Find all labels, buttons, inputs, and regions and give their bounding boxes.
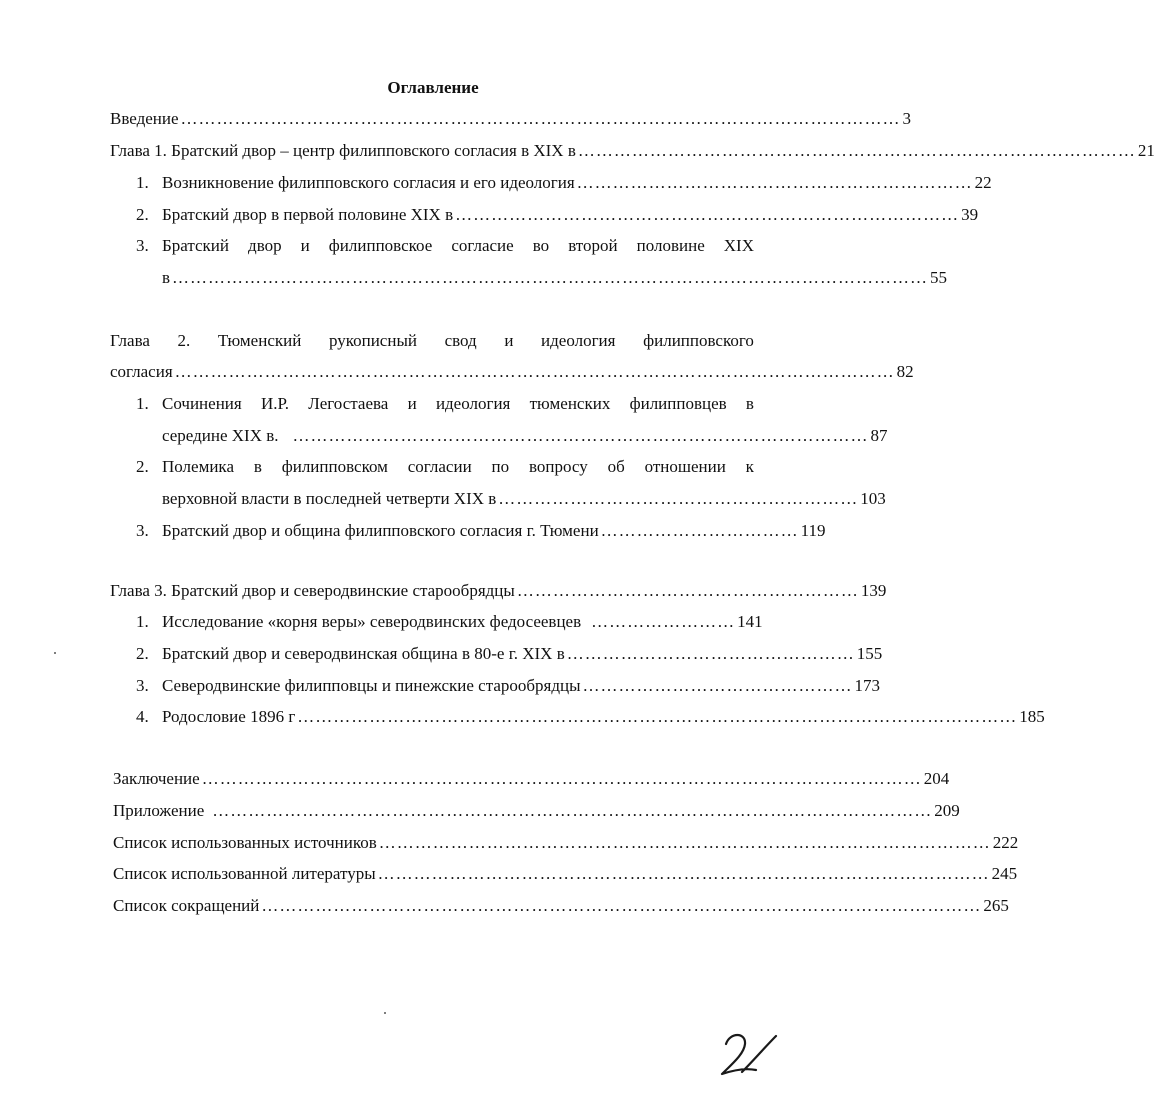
word: Тюменский [217,331,302,350]
item-number: 4. [136,707,149,726]
toc-entry-page: 155 [856,644,883,663]
item-number: 1. [136,612,149,631]
toc-entry-label: в [162,268,171,287]
item-number: 3. [136,236,149,255]
word: отношении [644,457,726,476]
toc-entry-intro [110,108,912,130]
toc-entry-page: 21 [1137,141,1155,160]
word: XIX [723,236,754,255]
toc-entry-label: Родословие 1896 г [162,707,296,726]
toc-entry-page: 3 [902,109,912,128]
leader-dots: ………………………………………………………………………………………………………… [174,362,895,381]
toc-entry-3-4 [136,706,1045,728]
leader-dots: ………………………………………………………………………………………………………… [201,769,922,788]
toc-entry-page: 139 [860,581,887,600]
word: вопросу [528,457,588,476]
toc-entry-label: Список сокращений [113,896,260,915]
word: по [491,457,510,476]
word: и [300,236,310,255]
toc-entry-1-3-line2 [162,267,948,289]
word: половине [636,236,705,255]
word: к [745,457,754,476]
leader-dots: ………………………………………………………… [576,173,973,192]
word: согласие [451,236,514,255]
item-number: 2. [136,457,149,476]
toc-entry-1-2 [136,204,979,226]
toc-entry-literature [113,863,1018,885]
toc-entry-1-1 [136,172,992,194]
toc-entry-page: 82 [896,362,914,381]
item-number: 2. [136,205,149,224]
toc-entry-1-3-line1 [162,235,754,257]
toc-entry-chapter-2-line1 [110,330,754,352]
leader-dots: ……………………………………………………………………………………………………………… [172,268,929,287]
word: филипповцев [629,394,727,413]
word: филипповском [281,457,388,476]
toc-entry-2-1-line1 [162,393,754,415]
word: двор [248,236,282,255]
toc-entry-label: Исследование «корня веры» северодвинских федосеевцев [162,612,582,631]
word: рукописный [328,331,417,350]
word: второй [568,236,618,255]
leader-dots: ………………………………………………………………………………………………………… [180,109,901,128]
toc-entry-label: Список использованных источников [113,833,377,852]
item-number: 2. [136,644,149,663]
toc-entry-page: 141 [737,612,763,631]
toc-entry-page: 87 [870,426,888,445]
toc-entry-2-2-line2 [162,488,886,510]
toc-entry-page: 204 [923,769,950,788]
scan-speck [384,1012,386,1014]
toc-entry-page: 245 [991,864,1018,883]
toc-entry-chapter-2-line2 [110,361,914,383]
toc-entry-2-1-line2 [162,425,888,447]
toc-entry-page: 22 [974,173,992,192]
toc-entry-label: Возникновение филипповского согласия и его идеология [162,173,575,192]
word: и [407,394,417,413]
leader-dots: ……………………………………… [582,676,853,695]
leader-dots: ………………………………………… [566,644,855,663]
leader-dots: …………………………………………………… [498,489,859,508]
toc-entry-label: Заключение [113,769,200,788]
toc-entry-3-1 [136,611,763,633]
toc-entry-appendix [113,800,960,822]
toc-entry-label: согласия [110,362,173,381]
leader-dots: ………………………………………………………………………………………………………… [297,707,1018,726]
word: идеология [541,331,616,350]
item-number: 3. [136,521,149,540]
toc-entry-page: 222 [992,833,1019,852]
leader-dots: ………………………………………………… [516,581,859,600]
word: 2. [177,331,191,350]
toc-entry-label: Братский двор и община филипповского согласия г. Тюмени [162,521,599,540]
toc-entry-label: Список использованной литературы [113,864,376,883]
word: в [745,394,754,413]
toc-entry-label: Братский двор и северодвинская община в 80-е г. XIX в [162,644,565,663]
toc-entry-page: 209 [934,801,960,820]
item-number: 1. [136,173,149,192]
word: идеология [435,394,511,413]
word: тюменских [529,394,611,413]
leader-dots: ………………………………………………………………………………… [577,141,1136,160]
toc-entry-label: Глава 3. Братский двор и северодвинские старообрядцы [110,581,515,600]
toc-entry-3-2 [136,643,883,665]
item-number: 3. [136,676,149,695]
word: филипповское [328,236,433,255]
toc-entry-page: 103 [860,489,886,508]
leader-dots: ………………………………………………………………………………………… [377,864,990,883]
toc-entry-page: 173 [854,676,881,695]
toc-entry-2-3 [136,520,826,542]
leader-dots: ………………………………………………………………………………………………………… [212,801,933,820]
toc-entry-page: 185 [1019,707,1045,726]
word: Легостаева [308,394,389,413]
word: в [253,457,262,476]
word: И.Р. [260,394,290,413]
toc-entry-label: Братский двор в первой половине XIX в [162,205,454,224]
toc-entry-3-3 [136,675,881,697]
leader-dots: …………………………… [600,521,799,540]
word: Братский [162,236,230,255]
leader-dots: …………………………………………………………………………………… [292,426,869,445]
toc-entry-abbreviations [113,895,1009,917]
item-number: 1. [136,394,149,413]
word: об [607,457,625,476]
word: свод [444,331,477,350]
toc-entry-chapter-1 [110,140,1155,162]
word: Полемика [162,457,234,476]
toc-entry-label: середине XIX в. [162,426,279,445]
leader-dots: …………………… [591,612,736,631]
scan-speck [54,652,56,654]
handwritten-page-number [712,1024,782,1084]
word: во [532,236,550,255]
toc-title: Оглавление [387,78,479,97]
toc-entry-chapter-3 [110,580,887,602]
toc-entry-label: Введение [110,109,179,128]
toc-entry-conclusion [113,768,950,790]
toc-entry-label: Глава 1. Братский двор – центр филипповского согласия в XIX в [110,141,576,160]
toc-entry-sources [113,832,1019,854]
toc-entry-page: 55 [930,268,948,287]
word: согласии [407,457,472,476]
toc-entry-page: 119 [800,521,826,540]
toc-entry-2-2-line1 [162,456,754,478]
toc-entry-label: Приложение [113,801,205,820]
toc-entry-label: верховной власти в последней четверти XIX в [162,489,497,508]
word: филипповского [643,331,754,350]
toc-entry-page: 265 [983,896,1009,915]
word: Сочинения [162,394,242,413]
leader-dots: ………………………………………………………………………… [455,205,960,224]
leader-dots: ………………………………………………………………………………………………………… [261,896,982,915]
toc-entry-page: 39 [961,205,979,224]
word: Глава [110,331,150,350]
word: и [504,331,514,350]
leader-dots: ………………………………………………………………………………………… [378,833,991,852]
toc-entry-label: Северодвинские филипповцы и пинежские старообрядцы [162,676,581,695]
